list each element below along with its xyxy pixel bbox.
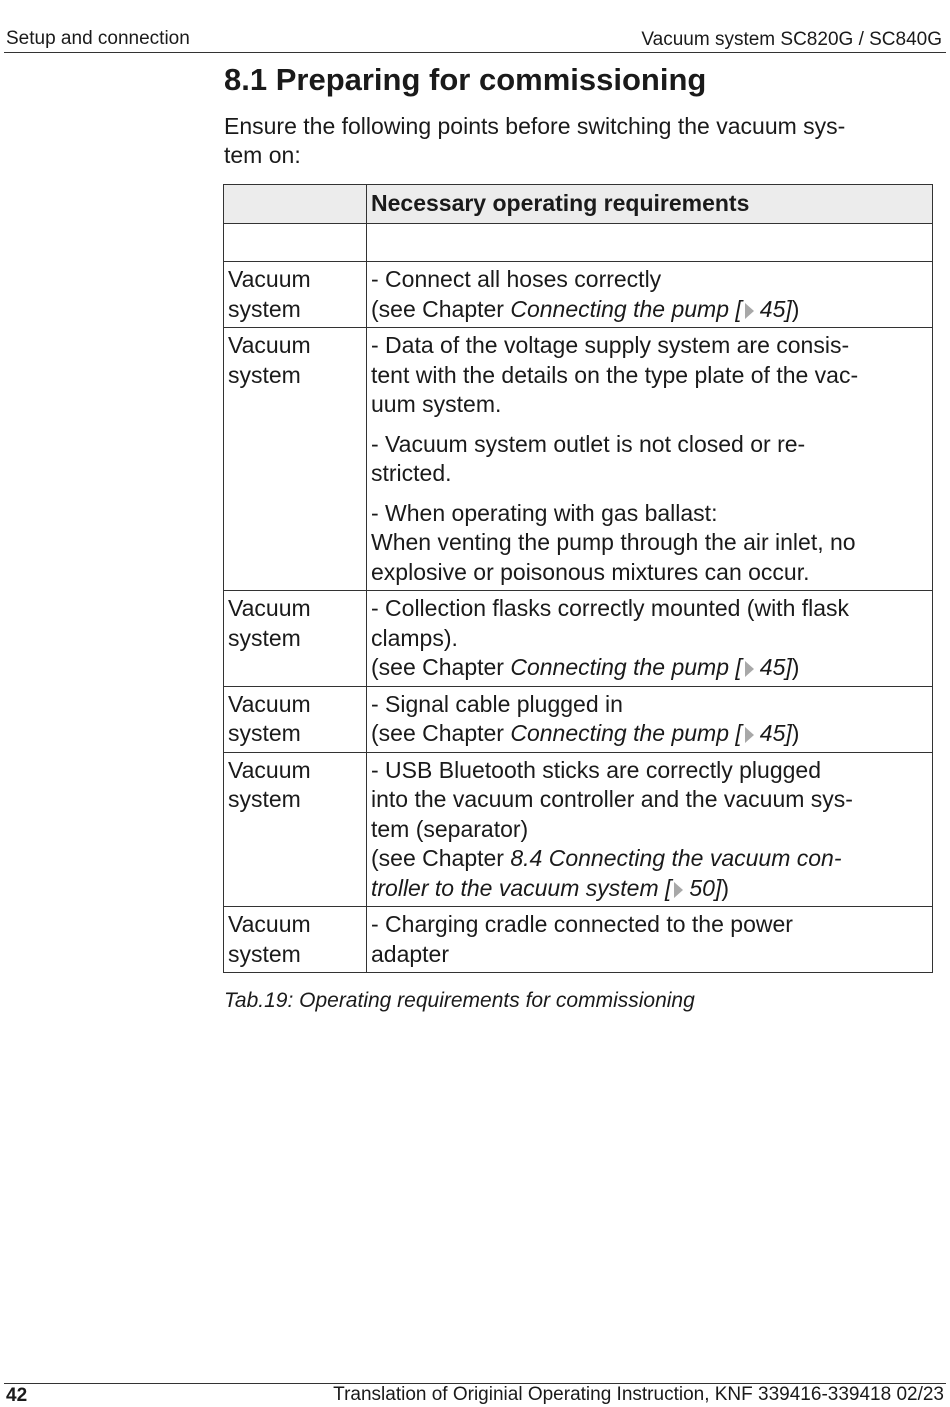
requirement-text: - Connect all hoses correctly bbox=[371, 266, 662, 292]
component-label: Vacuum bbox=[228, 266, 311, 292]
requirement-text: stricted. bbox=[371, 460, 452, 486]
table-cell bbox=[367, 224, 933, 262]
table-row bbox=[224, 686, 933, 752]
table-row bbox=[224, 328, 933, 591]
requirement-text: (see Chapter bbox=[371, 720, 511, 746]
requirement-line bbox=[371, 785, 928, 815]
requirement-line bbox=[371, 719, 928, 749]
component-label: Vacuum bbox=[228, 911, 311, 937]
closing-parenthesis: ) bbox=[721, 874, 730, 901]
component-label: Vacuum bbox=[228, 595, 311, 621]
requirement-item bbox=[371, 265, 928, 324]
intro-paragraph bbox=[224, 112, 930, 170]
table-caption: Tab.19: Operating requirements for commissioning bbox=[224, 989, 695, 1012]
triangle-arrow-icon bbox=[745, 303, 754, 319]
requirement-text: - Collection flasks correctly mounted (with flask bbox=[371, 595, 850, 621]
requirement-line bbox=[371, 874, 928, 904]
page-reference-link[interactable]: 45] bbox=[759, 295, 792, 322]
requirement-item bbox=[371, 756, 928, 904]
requirement-item bbox=[371, 910, 928, 969]
requirement-text: (see Chapter bbox=[371, 654, 511, 680]
requirement-cell bbox=[367, 591, 933, 687]
requirement-cell bbox=[367, 328, 933, 591]
component-label: Vacuum bbox=[228, 332, 311, 358]
table-body bbox=[224, 224, 933, 973]
component-cell bbox=[224, 262, 367, 328]
requirement-line bbox=[371, 430, 928, 460]
component-label: system bbox=[228, 361, 301, 388]
page-reference-link[interactable]: 45] bbox=[759, 654, 792, 680]
requirement-text: - USB Bluetooth sticks are correctly plugged bbox=[371, 756, 821, 783]
component-cell bbox=[224, 591, 367, 687]
closing-parenthesis: ) bbox=[791, 295, 800, 322]
requirement-line bbox=[371, 390, 928, 420]
requirement-line bbox=[371, 844, 928, 874]
chapter-reference-link[interactable]: Connecting the pump [ bbox=[510, 654, 742, 680]
intro-line: Ensure the following points before switching the vacuum sys- bbox=[224, 113, 846, 139]
requirement-line bbox=[371, 265, 928, 295]
triangle-arrow-icon bbox=[745, 661, 754, 677]
table-header-requirements: Necessary operating requirements bbox=[367, 185, 933, 224]
table-cell bbox=[224, 224, 367, 262]
requirement-line bbox=[371, 361, 928, 391]
requirement-item bbox=[371, 690, 928, 749]
running-header-section: Setup and connection bbox=[6, 28, 190, 49]
component-cell bbox=[224, 328, 367, 591]
requirement-line bbox=[371, 690, 928, 720]
closing-parenthesis: ) bbox=[791, 720, 800, 746]
closing-parenthesis: ) bbox=[791, 654, 800, 680]
requirement-text: tent with the details on the type plate of the vac- bbox=[371, 361, 859, 388]
chapter-reference-link[interactable]: Connecting the pump [ bbox=[510, 720, 742, 746]
component-label: system bbox=[228, 295, 301, 322]
requirement-line bbox=[371, 331, 928, 361]
requirement-text: - When operating with gas ballast: bbox=[371, 499, 718, 526]
table-header-row bbox=[224, 185, 933, 224]
requirement-item bbox=[371, 594, 928, 683]
requirement-text: tem (separator) bbox=[371, 815, 529, 842]
requirement-text: - Charging cradle connected to the power bbox=[371, 911, 793, 937]
page-reference-link[interactable]: 50] bbox=[689, 874, 722, 901]
requirement-text: explosive or poisonous mixtures can occur. bbox=[371, 558, 810, 585]
requirement-line bbox=[371, 459, 928, 489]
requirements-table bbox=[223, 184, 933, 973]
requirement-line bbox=[371, 558, 928, 588]
intro-line: tem on: bbox=[224, 142, 301, 168]
triangle-arrow-icon bbox=[674, 882, 683, 898]
table-empty-row bbox=[224, 224, 933, 262]
requirement-cell bbox=[367, 262, 933, 328]
requirement-line bbox=[371, 594, 928, 624]
requirement-line bbox=[371, 653, 928, 683]
requirement-line bbox=[371, 528, 928, 558]
requirement-text: - Vacuum system outlet is not closed or re- bbox=[371, 430, 806, 457]
section-title: 8.1 Preparing for commissioning bbox=[224, 62, 707, 97]
requirement-text: - Data of the voltage supply system are consis- bbox=[371, 332, 850, 358]
table-row bbox=[224, 262, 933, 328]
table-row bbox=[224, 752, 933, 907]
component-label: system bbox=[228, 624, 301, 651]
requirement-line bbox=[371, 910, 928, 940]
table-header-cell-empty bbox=[224, 185, 367, 224]
requirement-text: uum system. bbox=[371, 391, 502, 417]
requirement-line bbox=[371, 624, 928, 654]
requirement-item bbox=[371, 430, 928, 489]
requirement-text: (see Chapter bbox=[371, 845, 511, 871]
requirement-text: When venting the pump through the air inlet, no bbox=[371, 529, 856, 555]
requirement-line bbox=[371, 940, 928, 970]
requirement-item bbox=[371, 499, 928, 588]
requirement-cell bbox=[367, 907, 933, 973]
component-cell bbox=[224, 752, 367, 907]
requirement-text: adapter bbox=[371, 940, 450, 967]
page-number: 42 bbox=[6, 1385, 28, 1406]
triangle-arrow-icon bbox=[745, 727, 754, 743]
chapter-reference-link[interactable]: 8.4 Connecting the vacuum con- bbox=[510, 845, 842, 871]
requirement-text: into the vacuum controller and the vacuum sys- bbox=[371, 786, 853, 812]
footer-document-info: Translation of Originial Operating Instruction, KNF 339416-339418 02/23 bbox=[333, 1384, 944, 1405]
requirement-text: clamps). bbox=[371, 624, 458, 651]
requirement-line bbox=[371, 815, 928, 845]
component-label: Vacuum bbox=[228, 690, 311, 717]
table-row bbox=[224, 907, 933, 973]
component-label: system bbox=[228, 720, 301, 746]
running-header-product: Vacuum system SC820G / SC840G bbox=[641, 29, 942, 50]
chapter-reference-link[interactable]: troller to the vacuum system [ bbox=[371, 874, 672, 901]
requirement-text: (see Chapter bbox=[371, 295, 511, 322]
header-divider bbox=[4, 52, 946, 53]
table-row bbox=[224, 591, 933, 687]
component-cell bbox=[224, 907, 367, 973]
requirement-line bbox=[371, 756, 928, 786]
component-label: Vacuum bbox=[228, 756, 311, 783]
component-cell bbox=[224, 686, 367, 752]
requirement-item bbox=[371, 331, 928, 420]
component-label: system bbox=[228, 786, 301, 812]
requirement-cell bbox=[367, 752, 933, 907]
requirement-text: - Signal cable plugged in bbox=[371, 690, 623, 717]
chapter-reference-link[interactable]: Connecting the pump [ bbox=[510, 295, 742, 322]
requirement-line bbox=[371, 499, 928, 529]
component-label: system bbox=[228, 940, 301, 967]
requirement-cell bbox=[367, 686, 933, 752]
page-reference-link[interactable]: 45] bbox=[759, 720, 792, 746]
requirement-line bbox=[371, 295, 928, 325]
